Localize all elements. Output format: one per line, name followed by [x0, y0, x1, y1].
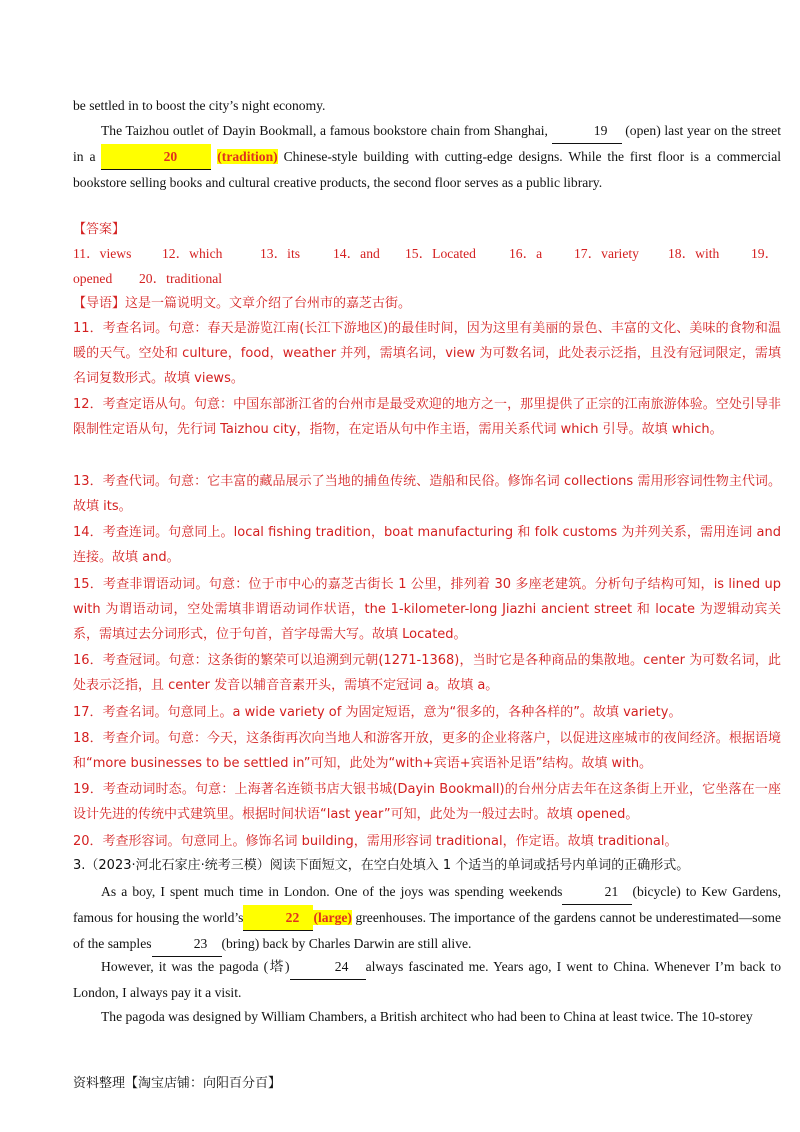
passage-line — [73, 93, 781, 118]
text: (bicycle) to Kew Gardens, famous for housing the world’s — [73, 884, 781, 925]
answer-14: 14．and — [333, 246, 380, 261]
question-3-paragraph-1 — [73, 879, 781, 957]
guide-text: 【导语】这是一篇说明文。文章介绍了台州市的嘉芝古街。 — [73, 296, 412, 311]
text: always fascinated me. Years ago, I went to China. Whenever I’m back to London, I always pay it a visit. — [73, 959, 781, 1000]
answer-16: 16．a — [509, 246, 543, 261]
explanation-18: 18．考查介词。句意：今天，这条街再次向当地人和游客开放，更多的企业将落户，以促进这座城市的夜间经济。根据语境和“more businesses to be settled in”可知，此处为“with+宾语+宾语补足语”结构。故填 with。 — [73, 731, 781, 771]
blank-19[interactable]: 19 — [552, 118, 622, 144]
text: (bring) back by Charles Darwin are still alive. — [221, 936, 472, 951]
explanation-14: 14．考查连词。句意同上。local fishing tradition，boat manufacturing 和 folk customs 为并列关系，需用连词 and 连接。故填 and。 — [73, 525, 781, 565]
explanation-20: 20．考查形容词。句意同上。修饰名词 building，需用形容词 traditional，作定语。故填 traditional。 — [73, 834, 678, 849]
question-3-header: 3.（2023·河北石家庄·统考三模）阅读下面短文，在空白处填入 1 个适当的单词或括号内单词的正确形式。 — [73, 858, 690, 873]
text: The Taizhou outlet of Dayin Bookmall, a famous bookstore chain from Shanghai, — [101, 123, 552, 138]
blank-21[interactable]: 21 — [562, 879, 632, 905]
answer-row-2 — [73, 266, 781, 291]
answer-19: opened — [73, 271, 113, 286]
text: (open) last year on the street in a — [73, 123, 781, 164]
answer-12: 12．which — [162, 246, 223, 261]
blank-24[interactable]: 24 — [290, 954, 366, 980]
question-3-paragraph-3 — [73, 1004, 781, 1029]
text: be settled in to boost the city’s night economy. — [73, 98, 326, 113]
text: Chinese-style building with cutting-edge designs. While the first floor is a commercial bookstore selling books and cultural creative products, the second floor serves as a public library. — [73, 149, 782, 190]
text: The pagoda was designed by William Chambers, a British architect who had been to China at least twice. The 10-storey — [101, 1009, 753, 1024]
answer-20: 20．traditional — [139, 271, 223, 286]
explanation-15: 15．考查非谓语动词。句意：位于市中心的嘉芝古街长 1 公里，排列着 30 多座老建筑。分析句子结构可知，is lined up with 为谓语动词，空处需填非谓语动词作状语，the 1-kilometer-long Jiazhi ancient street 和 locate 为逻辑动宾关系，需填过去分词形式，位于句首，首字母需大写。故填 Located。 — [73, 577, 781, 642]
blank-22[interactable]: 22 — [243, 905, 313, 931]
answer-heading: 【答案】 — [73, 222, 126, 237]
text: As a boy, I spent much time in London. One of the joys was spending weekends — [101, 884, 563, 899]
explanation-11: 11．考查名词。句意：春天是游览江南(长江下游地区)的最佳时间，因为这里有美丽的景色、丰富的文化、美味的食物和温暖的天气。空处和 culture，food，weather 并列，需填名词，view 为可数名词，此处表示泛指，且没有冠词限定，需填名词复数形式。故填 views。 — [73, 321, 781, 386]
text: However, it was the pagoda (塔) — [101, 959, 290, 974]
passage-paragraph-19-20 — [73, 118, 781, 195]
blank-20[interactable]: 20 — [101, 144, 211, 170]
explanation-16: 16．考查冠词。句意：这条街的繁荣可以追溯到元朝(1271-1368)，当时它是各种商品的集散地。center 为可数名词，此处表示泛指，且 center 发音以辅音音素开头，需填不定冠词 a。故填 a。 — [73, 653, 781, 693]
answer-11: 11．views — [73, 246, 132, 261]
answer-13: 13．its — [260, 246, 301, 261]
footer-source: 资料整理【淘宝店铺：向阳百分百】 — [73, 1076, 282, 1091]
explanation-12: 12．考查定语从句。句意：中国东部浙江省的台州市是最受欢迎的地方之一，那里提供了正宗的江南旅游体验。空处引导非限制性定语从句，先行词 Taizhou city，指物，在定语从句中作主语，需用关系代词 which 引导。故填 which。 — [73, 397, 781, 437]
hint-20: (tradition) — [217, 149, 278, 164]
explanation-13: 13．考查代词。句意：它丰富的藏品展示了当地的捕鱼传统、造船和民俗。修饰名词 collections 需用形容词性物主代词。故填 its。 — [73, 474, 781, 514]
answer-15: 15．Located — [405, 246, 476, 261]
answer-row-1 — [73, 241, 781, 266]
text: greenhouses. The importance of the gardens cannot be underestimated—some of the samples — [73, 910, 781, 951]
explanation-17: 17．考查名词。句意同上。a wide variety of 为固定短语，意为“很多的，各种各样的”。故填 variety。 — [73, 705, 682, 720]
answer-18: 18．with — [668, 246, 720, 261]
question-3-paragraph-2 — [73, 954, 781, 1005]
hint-22: (large) — [313, 910, 352, 925]
explanation-19: 19．考查动词时态。句意：上海著名连锁书店大银书城(Dayin Bookmall)的台州分店去年在这条街上开业，它坐落在一座设计先进的传统中式建筑里。根据时间状语“last year”可知，此处为一般过去时。故填 opened。 — [73, 782, 781, 822]
answer-19-num: 19． — [751, 246, 779, 261]
blank-23[interactable]: 23 — [152, 931, 222, 957]
answer-17: 17．variety — [574, 246, 639, 261]
